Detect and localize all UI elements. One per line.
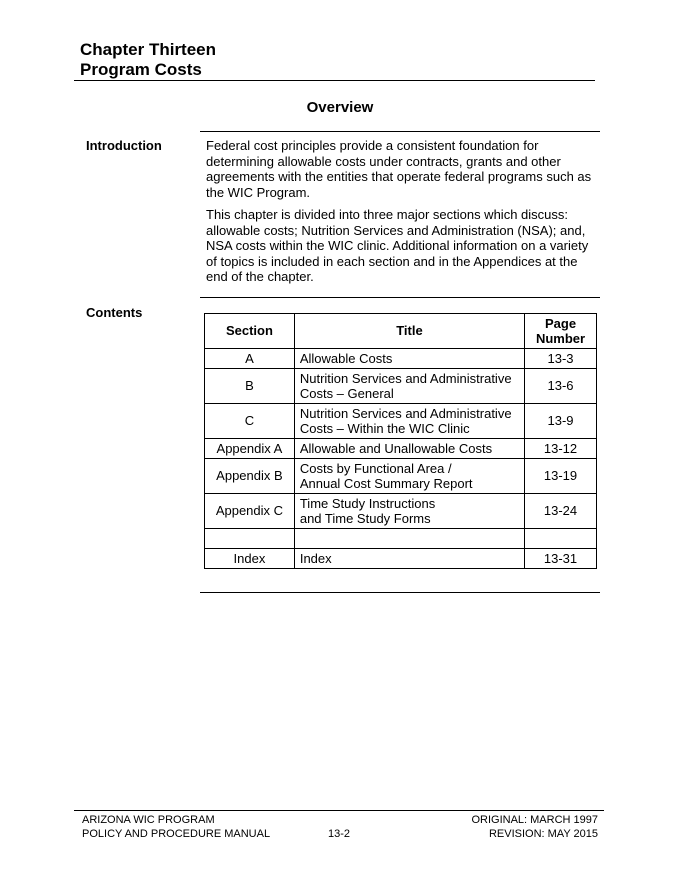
row-page: 13-6 <box>525 369 597 404</box>
table-row <box>205 404 597 439</box>
row-page: 13-19 <box>525 459 597 494</box>
contents-bottom-divider <box>200 592 600 593</box>
row-page: 13-12 <box>525 439 597 459</box>
introduction-label: Introduction <box>86 138 162 153</box>
row-title: Allowable and Unallowable Costs <box>294 439 524 459</box>
row-title: Costs by Functional Area / Annual Cost Summary Report <box>294 459 524 494</box>
row-page <box>525 529 597 549</box>
contents-label: Contents <box>86 305 143 320</box>
introduction-text <box>206 138 594 292</box>
row-section: C <box>205 404 295 439</box>
title-divider <box>74 80 595 81</box>
table-row <box>205 494 597 529</box>
footer-manual: POLICY AND PROCEDURE MANUAL <box>82 828 271 840</box>
row-section: Appendix C <box>205 494 295 529</box>
chapter-number: Chapter Thirteen <box>80 40 217 59</box>
row-page: 13-24 <box>525 494 597 529</box>
footer-original-date: ORIGINAL: MARCH 1997 <box>471 814 598 826</box>
footer-program: ARIZONA WIC PROGRAM <box>82 814 215 826</box>
table-row <box>205 439 597 459</box>
header-page: Page Number <box>525 314 597 349</box>
row-title: Index <box>294 549 524 569</box>
row-section: Appendix B <box>205 459 295 494</box>
row-title: Allowable Costs <box>294 349 524 369</box>
table-row <box>205 549 597 569</box>
contents-table <box>204 313 597 569</box>
intro-paragraph: Federal cost principles provide a consistent foundation for determining allowable costs under contracts, grants and other agreements with the entities that operate federal programs such as the WIC Program. <box>206 138 592 200</box>
footer-revision-date: REVISION: MAY 2015 <box>488 828 598 840</box>
table-header-row <box>205 314 597 349</box>
footer-divider <box>74 810 604 811</box>
footer-right <box>471 813 598 841</box>
row-section: Appendix A <box>205 439 295 459</box>
table-row <box>205 349 597 369</box>
contents-top-divider <box>200 297 600 298</box>
table-row <box>205 529 597 549</box>
row-section: B <box>205 369 295 404</box>
page-number: 13-2 <box>328 828 351 840</box>
intro-paragraph: This chapter is divided into three major sections which discuss: allowable costs; Nutrition Services and Administration (NSA); and, NSA costs within the WIC clinic. Additional information on a variety of topics is included in each section and in the Appendices at the end of the chapter. <box>206 207 589 284</box>
row-page: 13-3 <box>525 349 597 369</box>
row-section: Index <box>205 549 295 569</box>
row-title: Nutrition Services and Administrative Costs – Within the WIC Clinic <box>294 404 524 439</box>
intro-top-divider <box>200 131 600 132</box>
table-row <box>205 459 597 494</box>
chapter-title <box>80 40 216 80</box>
table-row <box>205 369 597 404</box>
header-title: Title <box>294 314 524 349</box>
footer-left <box>82 813 270 841</box>
row-page: 13-9 <box>525 404 597 439</box>
section-heading: Overview <box>306 99 374 116</box>
header-section: Section <box>205 314 295 349</box>
row-title: Time Study Instructions and Time Study Forms <box>294 494 524 529</box>
row-section: A <box>205 349 295 369</box>
row-title: Nutrition Services and Administrative Costs – General <box>294 369 524 404</box>
chapter-subtitle: Program Costs <box>80 60 202 79</box>
row-section <box>205 529 295 549</box>
row-title <box>294 529 524 549</box>
row-page: 13-31 <box>525 549 597 569</box>
